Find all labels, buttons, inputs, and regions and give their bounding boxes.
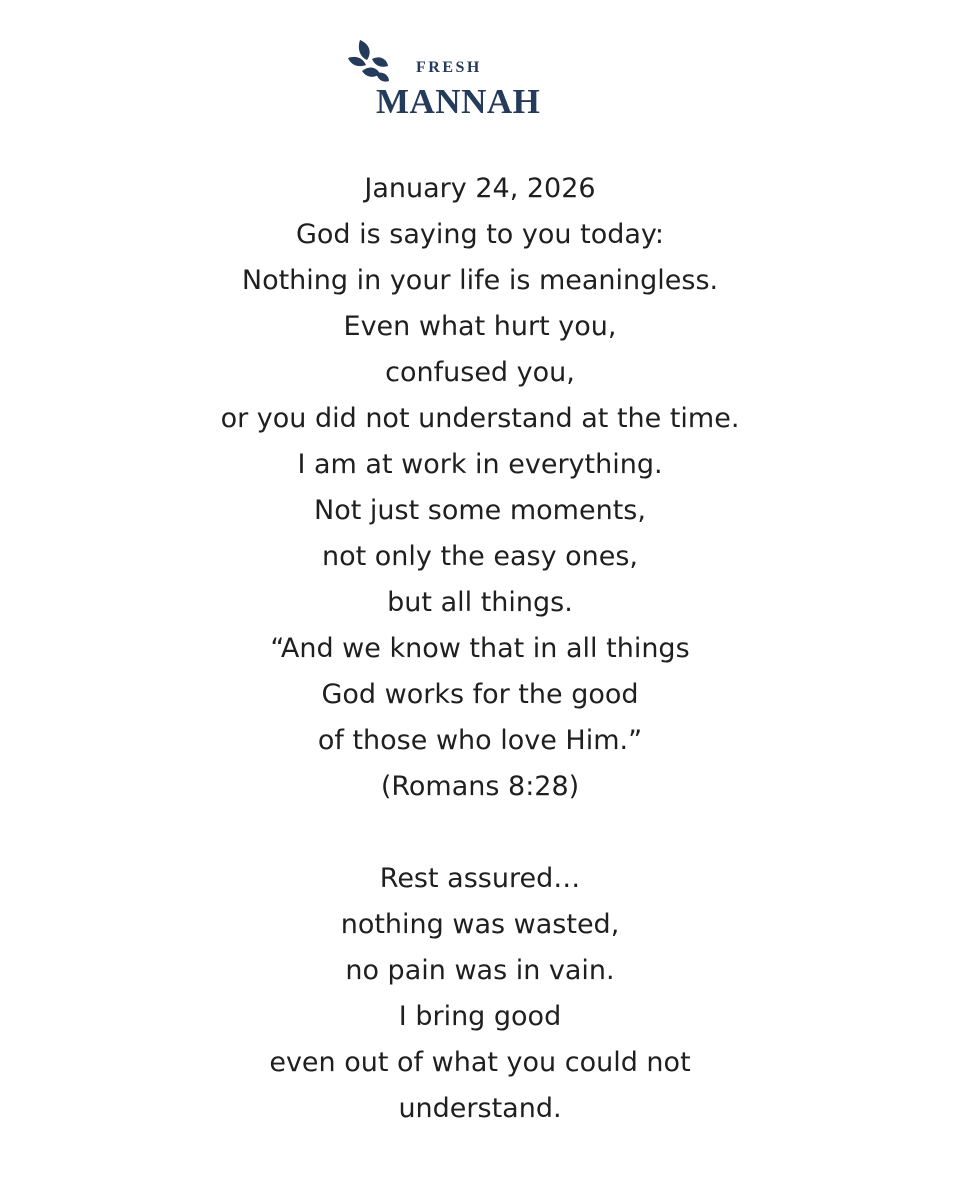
message-line: no pain was in vain.: [345, 955, 615, 986]
message-line: even out of what you could not: [269, 1047, 691, 1078]
message-line: understand.: [398, 1093, 562, 1124]
scripture-quote-line: God works for the good: [321, 679, 639, 710]
message-line: but all things.: [387, 587, 573, 618]
message-line: God is saying to you today:: [295, 219, 665, 250]
logo-word-fresh: FRESH: [416, 59, 482, 76]
scripture-quote-line: “And we know that in all things: [270, 633, 690, 664]
leaf-cluster-icon: [346, 38, 390, 88]
message-line: I am at work in everything.: [297, 449, 663, 480]
message-line: I bring good: [398, 1001, 562, 1032]
message-line: Even what hurt you,: [343, 311, 617, 342]
logo-word-mannah: MANNAH: [376, 82, 541, 121]
message-line: Not just some moments,: [314, 495, 646, 526]
message-line: Nothing in your life is meaningless.: [241, 265, 719, 296]
scripture-reference: (Romans 8:28): [380, 771, 580, 802]
message-line: or you did not understand at the time.: [220, 403, 740, 434]
message-line: nothing was wasted,: [340, 909, 620, 940]
scripture-quote-line: of those who love Him.”: [317, 725, 643, 756]
message-date: January 24, 2026: [364, 173, 596, 204]
devotional-message: [0, 166, 960, 1132]
message-line: confused you,: [385, 357, 575, 388]
message-line: not only the easy ones,: [321, 541, 639, 572]
message-line: Rest assured…: [379, 863, 581, 894]
stanza-break: [0, 810, 960, 856]
fresh-mannah-logo: [340, 36, 560, 126]
